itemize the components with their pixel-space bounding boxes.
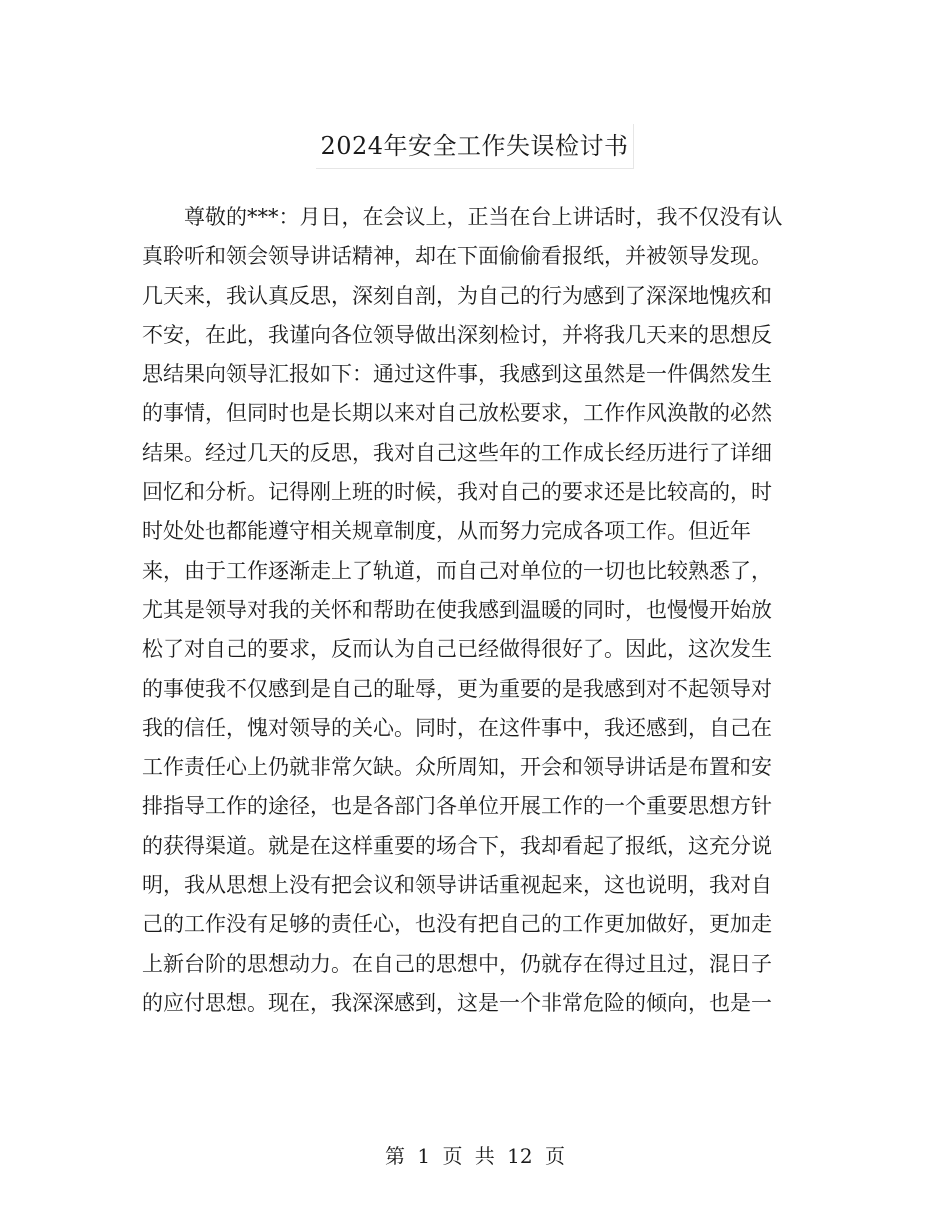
body-line-20: 上新台阶的思想动力。在自己的思想中，仍就存在得过且过，混日子 bbox=[142, 951, 772, 976]
body-line-2: 真聆听和领会领导讲话精神，却在下面偷偷看报纸，并被领导发现。 bbox=[142, 244, 772, 269]
body-line-11: 尤其是领导对我的关怀和帮助在使我感到温暖的同时，也慢慢开始放 bbox=[142, 597, 772, 622]
body-line-21: 的应付思想。现在，我深深感到，这是一个非常危险的倾向，也是一 bbox=[142, 990, 772, 1015]
body-line-12: 松了对自己的要求，反而认为自己已经做得很好了。因此，这次发生 bbox=[142, 637, 772, 662]
body-line-15: 工作责任心上仍就非常欠缺。众所周知，开会和领导讲话是布置和安 bbox=[142, 755, 772, 780]
document-body bbox=[142, 198, 810, 1023]
body-line-6: 的事情，但同时也是长期以来对自己放松要求，工作作风涣散的必然 bbox=[142, 401, 772, 426]
body-line-10: 来，由于工作逐渐走上了轨道，而自己对单位的一切也比较熟悉了， bbox=[142, 558, 772, 583]
body-line-9: 时处处也都能遵守相关规章制度，从而努力完成各项工作。但近年 bbox=[142, 519, 751, 544]
body-line-13: 的事使我不仅感到是自己的耻辱，更为重要的是我感到对不起领导对 bbox=[142, 676, 772, 701]
document-title-text: 2024年安全工作失误检讨书 bbox=[316, 124, 633, 169]
body-line-1: 尊敬的***：月日，在会议上，正当在台上讲话时，我不仅没有认 bbox=[142, 205, 783, 229]
body-line-3: 几天来，我认真反思，深刻自剖，为自己的行为感到了深深地愧疚和 bbox=[142, 283, 772, 308]
body-line-7: 结果。经过几天的反思，我对自己这些年的工作成长经历进行了详细 bbox=[142, 440, 772, 465]
body-line-19: 己的工作没有足够的责任心，也没有把自己的工作更加做好，更加走 bbox=[142, 912, 772, 937]
body-line-16: 排指导工作的途径，也是各部门各单位开展工作的一个重要思想方针 bbox=[142, 794, 772, 819]
body-line-14: 我的信任，愧对领导的关心。同时，在这件事中，我还感到，自己在 bbox=[142, 715, 772, 740]
body-line-4: 不安，在此，我谨向各位领导做出深刻检讨，并将我几天来的思想反 bbox=[142, 322, 772, 347]
body-line-17: 的获得渠道。就是在这样重要的场合下，我却看起了报纸，这充分说 bbox=[142, 833, 772, 858]
body-line-18: 明，我从思想上没有把会议和领导讲话重视起来，这也说明，我对自 bbox=[142, 873, 772, 898]
page-footer: 第 1 页 共 12 页 bbox=[385, 1144, 565, 1168]
body-line-5: 思结果向领导汇报如下：通过这件事，我感到这虽然是一件偶然发生 bbox=[142, 362, 772, 387]
document-title bbox=[0, 124, 950, 169]
body-line-8: 回忆和分析。记得刚上班的时候，我对自己的要求还是比较高的，时 bbox=[142, 480, 772, 505]
